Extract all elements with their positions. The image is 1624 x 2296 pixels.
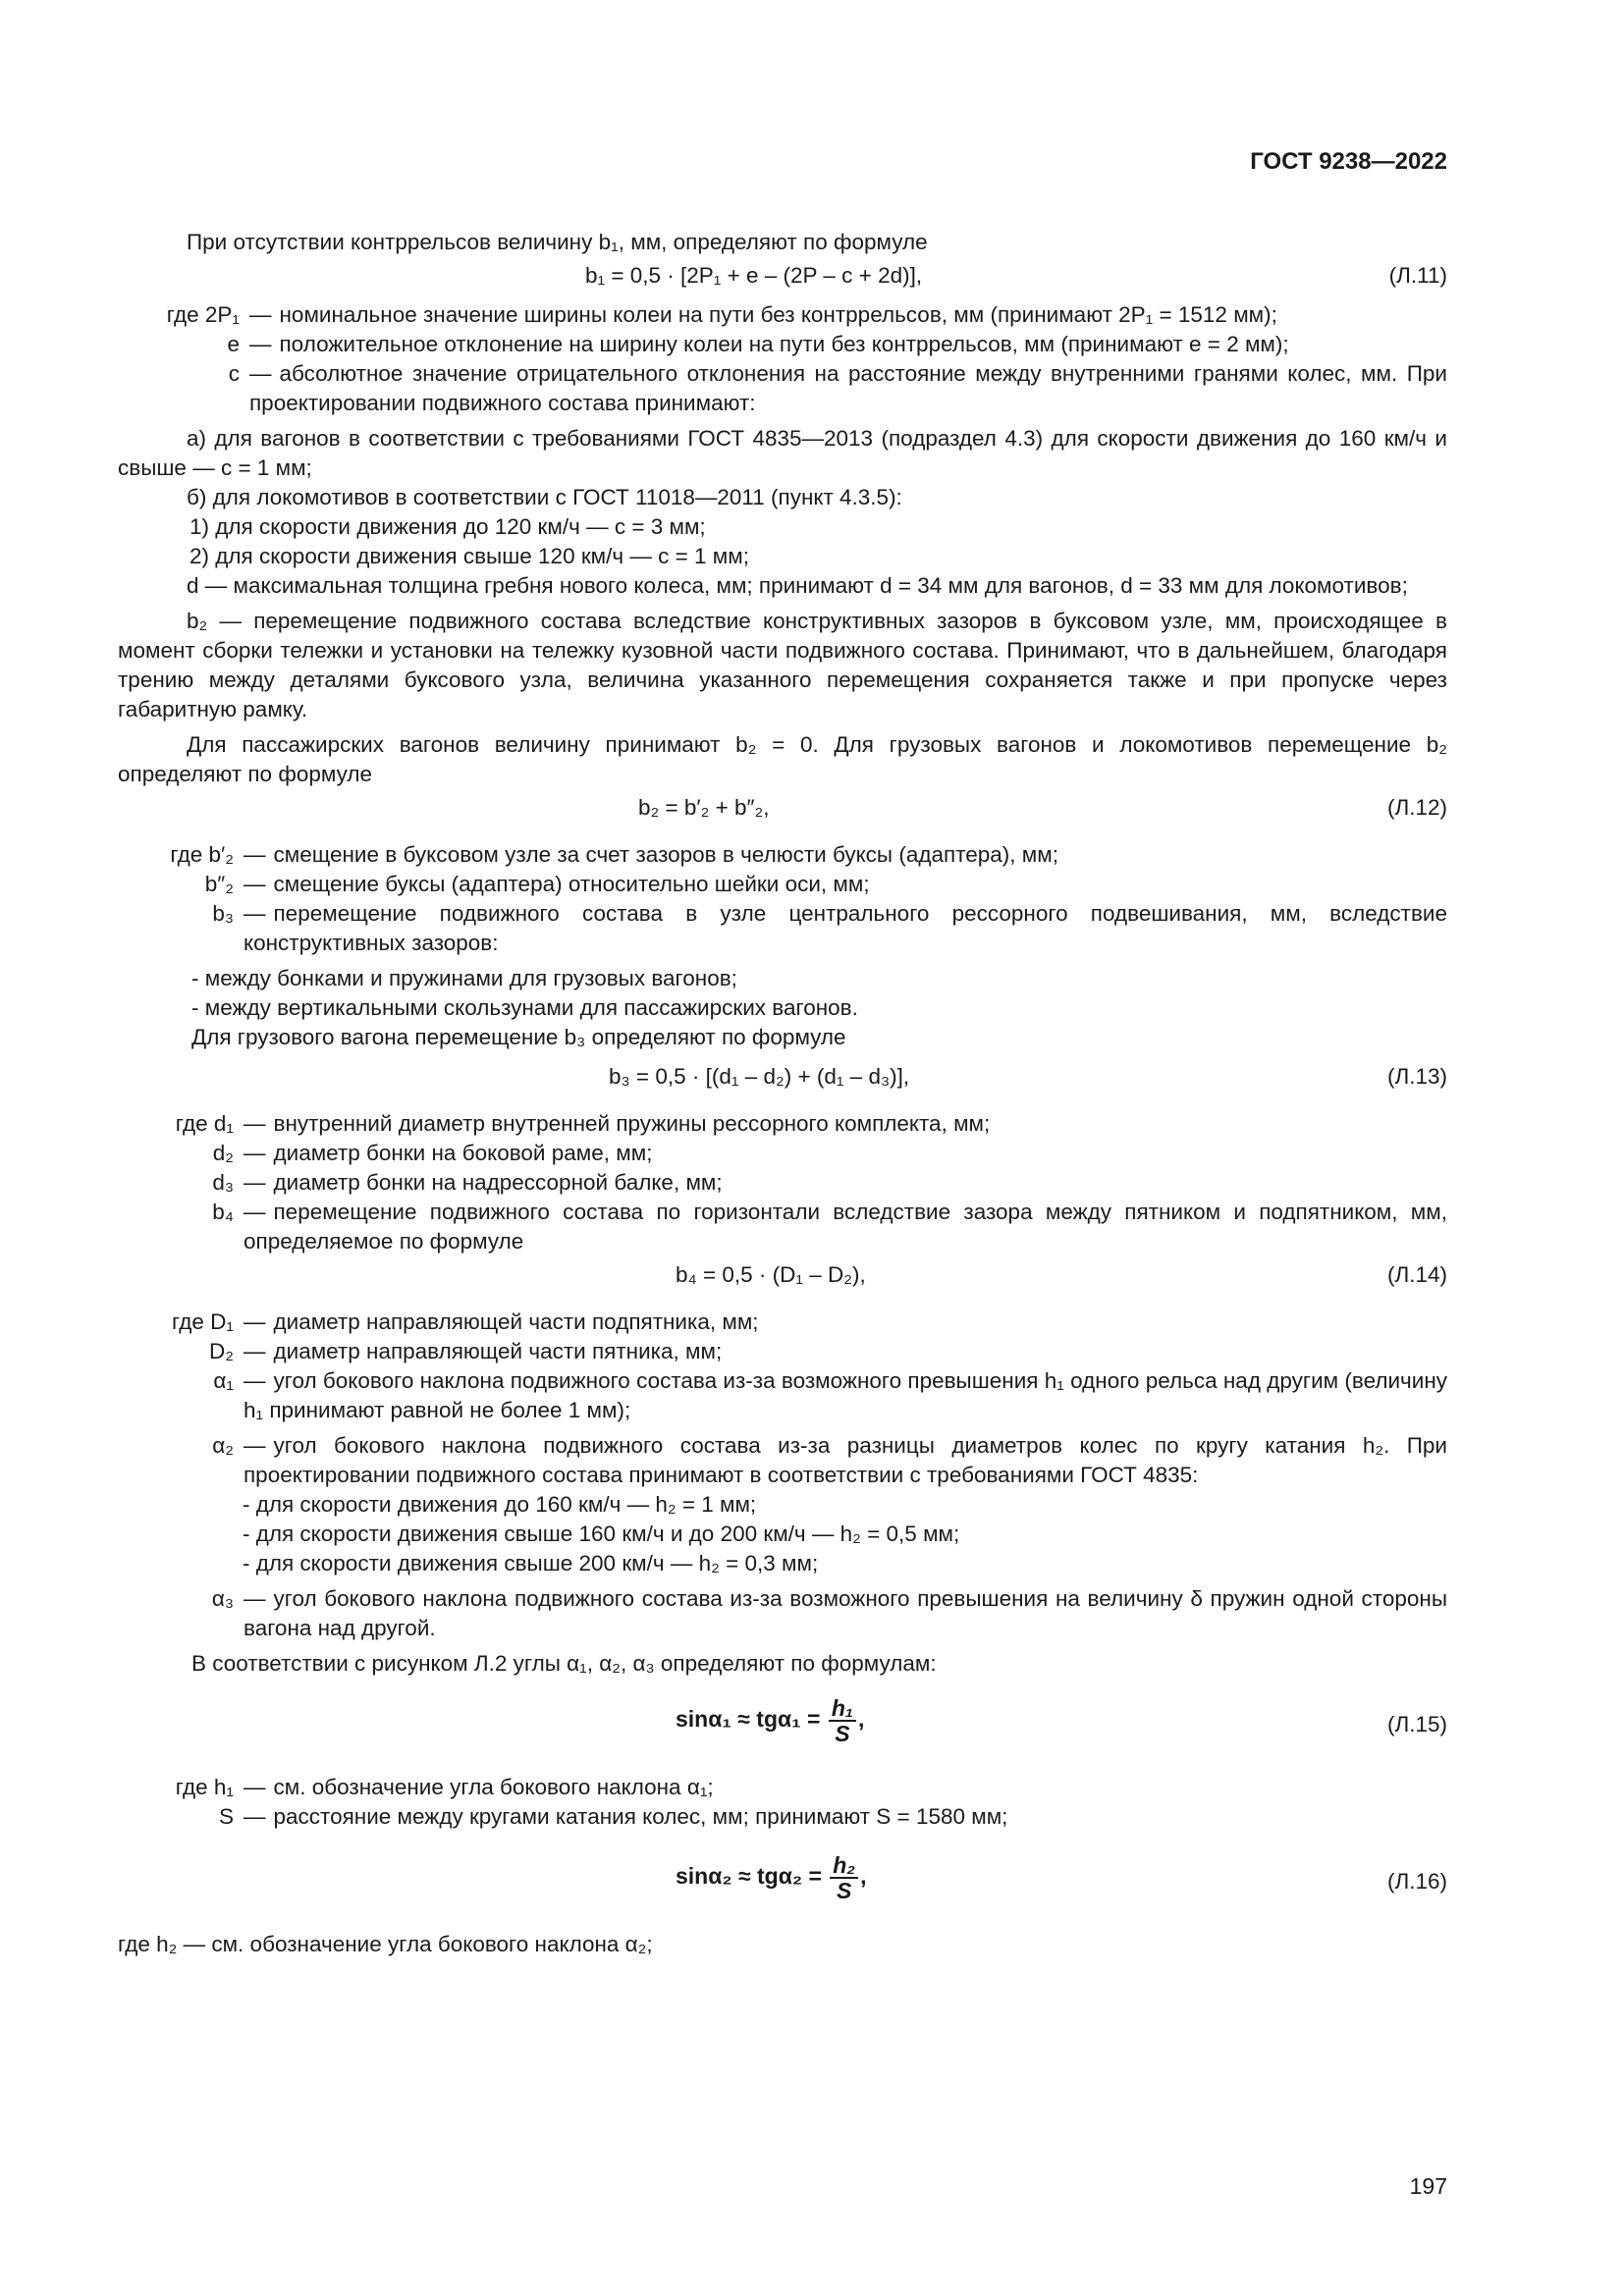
where-label: где — [170, 842, 203, 867]
definition-term: b″₂ — [204, 872, 234, 896]
fraction-denominator: S — [835, 1721, 850, 1746]
formula-l15 — [118, 1688, 1447, 1767]
definition-term: e — [227, 332, 240, 356]
dash: — — [244, 872, 266, 896]
definition-b2-double-prime — [118, 870, 1447, 899]
definition-d1 — [118, 1109, 1447, 1139]
where-label: где — [172, 1309, 204, 1334]
definition-text: угол бокового наклона подвижного состава из-за возможного превышения h₁ одного рельса над другим (величину h₁ принимают равной не более 1 мм); — [244, 1368, 1447, 1422]
formula-expression — [676, 1696, 864, 1745]
formula-expression: b₃ = 0,5 · [(d₁ – d₂) + (d₁ – d₃)], — [609, 1064, 910, 1089]
definition-D1 — [118, 1308, 1447, 1337]
term-symbol: d₁ — [213, 1111, 234, 1136]
definition-term: α₁ — [213, 1368, 234, 1393]
definition-b2-prime — [118, 840, 1447, 870]
formula-lhs: sinα₂ ≈ tgα₂ = — [676, 1863, 822, 1890]
document-header: ГОСТ 9238—2022 — [1250, 148, 1447, 175]
dash: — — [244, 1433, 266, 1458]
definition-text: угол бокового наклона подвижного состава из-за возможного превышения на величину δ пружин одной стороны вагона над другой. — [244, 1586, 1447, 1640]
fraction-denominator: S — [837, 1878, 852, 1903]
definition-term — [118, 840, 234, 870]
definition-text: диаметр направляющей части подпятника, мм; — [273, 1309, 759, 1334]
fraction-numerator: h₂ — [830, 1853, 858, 1879]
paragraph: Для пассажирских вагонов величину принимают b₂ = 0. Для грузовых вагонов и локомотивов перемещение b₂ определяют по формуле — [118, 732, 1447, 786]
definition-text: положительное отклонение на ширину колеи на пути без контррельсов, мм (принимают e = 2 мм); — [279, 332, 1289, 356]
formula-l16 — [118, 1845, 1447, 1924]
list-item: б) для локомотивов в соответствии с ГОСТ 11018—2011 (пункт 4.3.5): — [187, 485, 902, 509]
definition-term: D₂ — [209, 1339, 234, 1363]
definition-term: b₃ — [212, 901, 234, 926]
equation-number: (Л.16) — [1386, 1869, 1447, 1894]
term-symbol: 2P₁ — [204, 302, 240, 327]
formula-l11 — [118, 257, 1447, 294]
definition-term — [118, 1109, 234, 1139]
definition-b2: b₂ — перемещение подвижного состава вследствие конструктивных зазоров в буксовом узле, мм, происходящее в момент сборки тележки и установки на тележку кузовной части подвижного состава. Принимают, что в дальнейшем, благодаря трению между деталями буксового узла, величина указанного перемещения сохраняется также и при пропуске через габаритную рамку. — [118, 609, 1447, 721]
dash: — — [244, 1804, 266, 1829]
definition-h2: где h₂ — см. обозначение угла бокового наклона α₂; — [118, 1932, 653, 1956]
equation-number: (Л.11) — [1388, 263, 1447, 288]
definition-term: α₂ — [212, 1433, 234, 1458]
definition-text: угол бокового наклона подвижного состава из-за разницы диаметров колес по кругу катания h₂. При проектировании подвижного состава принимают в соответствии с требованиями ГОСТ 4835: — [244, 1433, 1447, 1487]
formula-tail: , — [860, 1863, 867, 1890]
definition-2P1 — [118, 300, 1447, 330]
definition-term: d₂ — [212, 1141, 234, 1165]
definition-text: смещение буксы (адаптера) относительно шейки оси, мм; — [273, 872, 870, 896]
definition-alpha2 — [118, 1431, 1447, 1490]
dash: — — [244, 1368, 266, 1393]
definition-text: см. обозначение угла бокового наклона α₁; — [273, 1775, 714, 1799]
definition-term: S — [218, 1804, 234, 1829]
definition-text: расстояние между кругами катания колес, мм; принимают S = 1580 мм; — [273, 1804, 1008, 1829]
definition-h1 — [118, 1773, 1447, 1802]
dash: — — [244, 901, 266, 926]
list-item: - между вертикальными скользунами для пассажирских вагонов. — [191, 995, 858, 1020]
paragraph: В соответствии с рисунком Л.2 углы α₁, α₂, α₃ определяют по формулам: — [191, 1651, 937, 1676]
page-number: 197 — [1409, 2173, 1447, 2199]
dash: — — [244, 1775, 266, 1799]
dash: — — [244, 1111, 266, 1136]
dash: — — [244, 1200, 266, 1224]
definition-text: диаметр бонки на надрессорной балке, мм; — [273, 1170, 723, 1195]
list-item: - между бонками и пружинами для грузовых вагонов; — [191, 966, 737, 990]
dash: — — [249, 302, 272, 327]
where-label: где — [175, 1775, 208, 1799]
formula-l12 — [118, 789, 1447, 827]
equation-number: (Л.12) — [1386, 795, 1447, 820]
definition-S — [118, 1802, 1447, 1832]
definition-term: d₃ — [212, 1170, 234, 1195]
list-item: а) для вагонов в соответствии с требованиями ГОСТ 4835—2013 (подраздел 4.3) для скорости движения до 160 км/ч и свыше — c = 1 мм; — [118, 426, 1447, 480]
definition-term: b₄ — [212, 1200, 234, 1224]
dash: — — [244, 1141, 266, 1165]
equation-number: (Л.14) — [1386, 1262, 1447, 1287]
formula-tail: , — [858, 1706, 865, 1733]
formula-expression: b₁ = 0,5 · [2P₁ + e – (2P – c + 2d)], — [585, 263, 923, 288]
definition-text: абсолютное значение отрицательного отклонения на расстояние между внутренними гранями колес, мм. При проектировании подвижного состава принимают: — [249, 361, 1447, 415]
formula-expression: b₂ = b′₂ + b″₂, — [638, 795, 770, 820]
definition-D2 — [118, 1337, 1447, 1366]
list-item: - для скорости движения свыше 160 км/ч и до 200 км/ч — h₂ = 0,5 мм; — [243, 1522, 960, 1546]
list-item: 2) для скорости движения свыше 120 км/ч — c = 1 мм; — [189, 544, 749, 568]
dash: — — [244, 1339, 266, 1363]
dash: — — [244, 1309, 266, 1334]
definition-term — [118, 1773, 234, 1802]
paragraph: При отсутствии контррельсов величину b₁, мм, определяют по формуле — [187, 230, 928, 254]
definition-text: диаметр направляющей части пятника, мм; — [273, 1339, 723, 1363]
formula-expression: b₄ = 0,5 · (D₁ – D₂), — [676, 1262, 866, 1287]
dash: — — [244, 1170, 266, 1195]
formula-l13 — [118, 1058, 1447, 1095]
where-label: где — [175, 1111, 208, 1136]
fraction — [829, 1696, 856, 1745]
paragraph: Для грузового вагона перемещение b₃ определяют по формуле — [191, 1025, 846, 1049]
dash: — — [249, 332, 272, 356]
dash: — — [244, 1586, 266, 1611]
definition-text: перемещение подвижного состава в узле центрального рессорного подвешивания, мм, вследствие конструктивных зазоров: — [244, 901, 1447, 955]
list-item: - для скорости движения до 160 км/ч — h₂ = 1 мм; — [243, 1492, 757, 1517]
definition-c — [118, 359, 1447, 418]
formula-l14 — [118, 1256, 1447, 1294]
definition-text: внутренний диаметр внутренней пружины рессорного комплекта, мм; — [273, 1111, 991, 1136]
definition-alpha1 — [118, 1366, 1447, 1425]
dash: — — [244, 842, 266, 867]
fraction-numerator: h₁ — [829, 1696, 856, 1722]
term-symbol: D₁ — [210, 1309, 234, 1334]
list-item: - для скорости движения свыше 200 км/ч — h₂ = 0,3 мм; — [243, 1551, 819, 1575]
term-symbol: b′₂ — [208, 842, 234, 867]
definition-b3 — [118, 899, 1447, 958]
definition-alpha3 — [118, 1584, 1447, 1643]
equation-number: (Л.13) — [1386, 1064, 1447, 1089]
definition-e — [118, 330, 1447, 359]
definition-text: перемещение подвижного состава по горизонтали вследствие зазора между пятником и подпятником, мм, определяемое по формуле — [244, 1200, 1447, 1254]
definition-term: c — [228, 361, 240, 386]
formula-expression — [676, 1853, 867, 1902]
definition-d2 — [118, 1139, 1447, 1168]
equation-number: (Л.15) — [1386, 1712, 1447, 1736]
fraction — [830, 1853, 858, 1902]
dash: — — [249, 361, 272, 386]
definition-text: номинальное значение ширины колеи на пути без контррельсов, мм (принимают 2P₁ = 1512 мм); — [279, 302, 1277, 327]
definition-b4 — [118, 1198, 1447, 1256]
definition-text: смещение в буксовом узле за счет зазоров в челюсти буксы (адаптера), мм; — [273, 842, 1058, 867]
formula-lhs: sinα₁ ≈ tgα₁ = — [676, 1706, 821, 1733]
where-label: где — [166, 302, 199, 327]
definition-d3 — [118, 1168, 1447, 1198]
term-symbol: h₁ — [213, 1775, 234, 1799]
list-item: 1) для скорости движения до 120 км/ч — c = 3 мм; — [189, 514, 706, 539]
definition-term — [118, 1308, 234, 1337]
definition-text: диаметр бонки на боковой раме, мм; — [273, 1141, 653, 1165]
definition-term: α₃ — [211, 1586, 234, 1611]
definition-term — [118, 300, 240, 330]
definition-d: d — максимальная толщина гребня нового колеса, мм; принимают d = 34 мм для вагонов, d = 33 мм для локомотивов; — [187, 573, 1408, 598]
page-content — [118, 228, 1447, 1959]
